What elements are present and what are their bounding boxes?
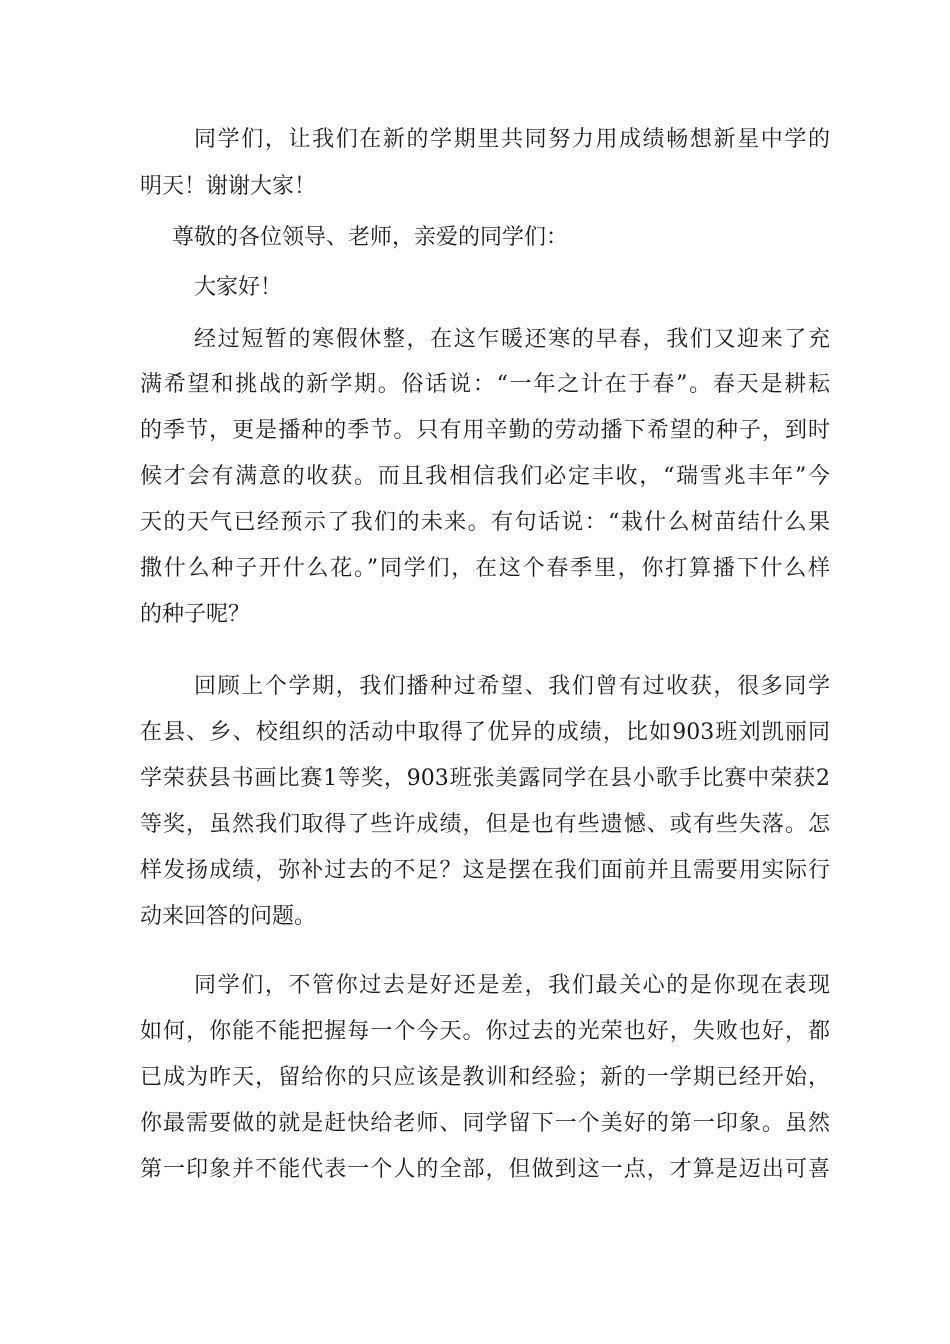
text-line: 第一印象并不能代表一个人的全部，但做到这一点，才算是迈出可喜 [140, 1157, 830, 1182]
text-line: 天的天气已经预示了我们的未来。有句话说：“栽什么树苗结什么果 [140, 510, 830, 535]
text-line: 撒什么种子开什么花。”同学们，在这个春季里，你打算播下什么样 [140, 556, 830, 581]
text-line: 样发扬成绩，弥补过去的不足？这是摆在我们面前并且需要用实际行 [140, 858, 830, 883]
text-line: 的种子呢？ [140, 602, 251, 627]
text-line: 在县、乡、校组织的活动中取得了优异的成绩，比如903班刘凯丽同 [140, 720, 830, 745]
text-line: 学荣获县书画比赛1等奖，903班张美露同学在县小歌手比赛中荣获2 [140, 766, 830, 791]
text-line: 同学们，不管你过去是好还是差，我们最关心的是你现在表现 [194, 973, 830, 998]
text-line: 已成为昨天，留给你的只应该是教训和经验；新的一学期已经开始， [140, 1065, 830, 1090]
greeting: 大家好！ [194, 275, 283, 300]
text-line: 你最需要做的就是赶快给老师、同学留下一个美好的第一印象。虽然 [140, 1111, 830, 1136]
text-line: 同学们，让我们在新的学期里共同努力用成绩畅想新星中学的 [194, 127, 830, 152]
text-line: 满希望和挑战的新学期。俗话说：“一年之计在于春”。春天是耕耘 [140, 372, 830, 397]
text-line: 的季节，更是播种的季节。只有用辛勤的劳动播下希望的种子，到时 [140, 418, 830, 443]
text-line: 经过短暂的寒假休整，在这乍暖还寒的早春，我们又迎来了充 [194, 327, 830, 352]
text-line: 动来回答的问题。 [140, 904, 317, 929]
salutation: 尊敬的各位领导、老师，亲爱的同学们： [172, 225, 569, 250]
text-line: 回顾上个学期，我们播种过希望、我们曾有过收获，很多同学 [194, 674, 830, 699]
text-line: 等奖，虽然我们取得了些许成绩，但是也有些遗憾、或有些失落。怎 [140, 812, 830, 837]
text-line: 明天！谢谢大家！ [140, 174, 317, 199]
text-line: 候才会有满意的收获。而且我相信我们必定丰收，“瑞雪兆丰年”今 [140, 464, 830, 489]
text-line: 如何，你能不能把握每一个今天。你过去的光荣也好，失败也好，都 [140, 1019, 830, 1044]
